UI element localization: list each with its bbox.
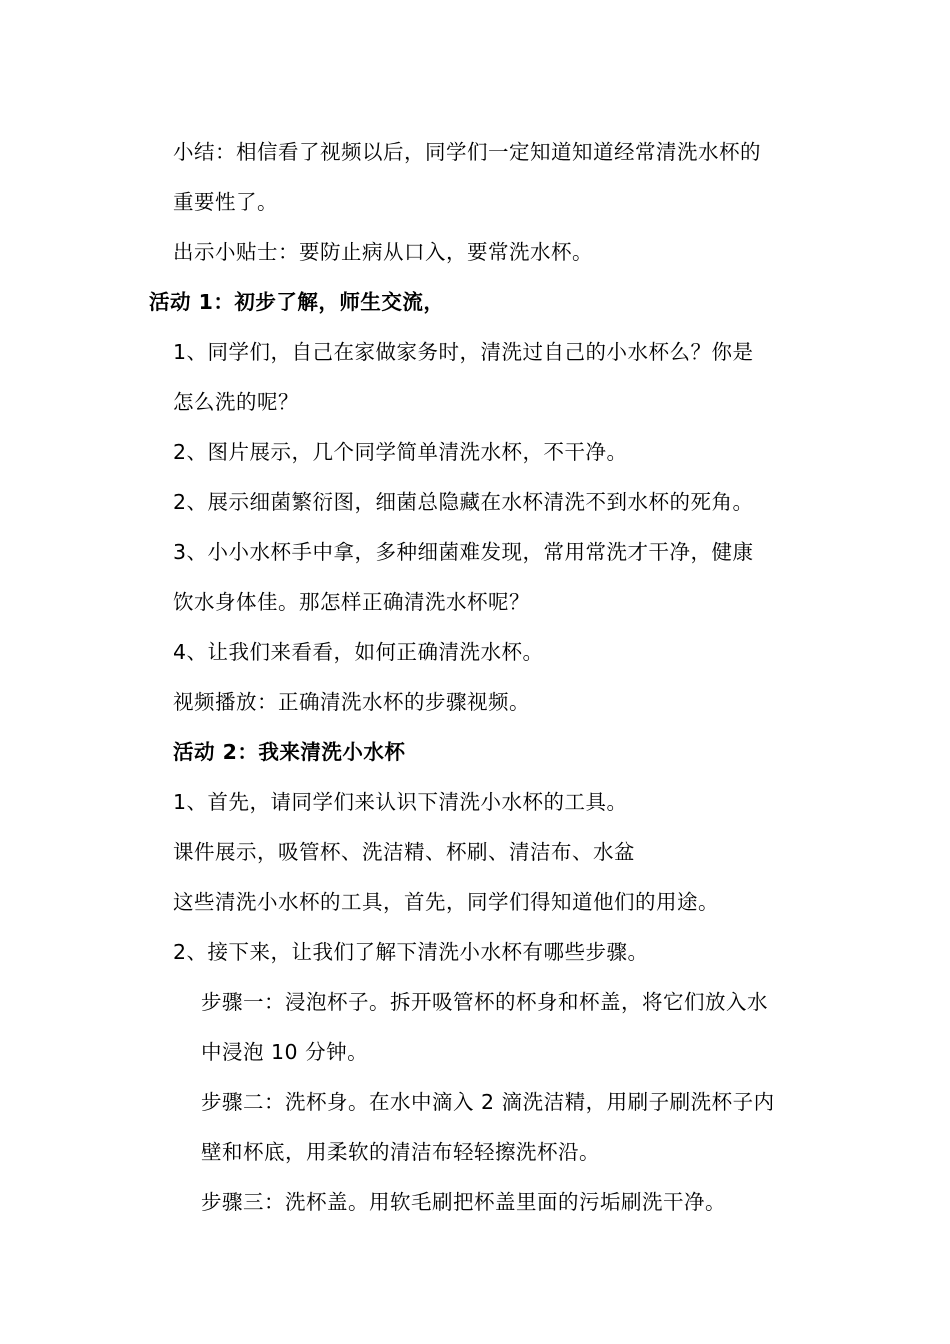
- activity2-tools: 课件展示，吸管杯、洗洁精、杯刷、清洁布、水盆: [173, 840, 635, 864]
- step2-line2: 壁和杯底，用柔软的清洁布轻轻擦洗杯沿。: [201, 1140, 600, 1164]
- summary-line-2: 重要性了。: [173, 190, 278, 214]
- activity1-item1-line2: 怎么洗的呢？: [173, 390, 299, 414]
- activity2-item2: 2、接下来，让我们了解下清洗小水杯有哪些步骤。: [173, 940, 649, 964]
- summary-line-1: 小结：相信看了视频以后，同学们一定知道知道经常清洗水杯的: [173, 140, 761, 164]
- step2-line1: 步骤二：洗杯身。在水中滴入 2 滴洗洁精，用刷子刷洗杯子内: [201, 1090, 775, 1114]
- activity1-item2b: 2、展示细菌繁衍图，细菌总隐藏在水杯清洗不到水杯的死角。: [173, 490, 754, 514]
- activity1-item4: 4、让我们来看看，如何正确清洗水杯。: [173, 640, 544, 664]
- activity1-item3-line1: 3、小小水杯手中拿，多种细菌难发现，常用常洗才干净，健康: [173, 540, 754, 564]
- activity2-purpose: 这些清洗小水杯的工具，首先，同学们得知道他们的用途。: [173, 890, 719, 914]
- activity1-item3-line2: 饮水身体佳。那怎样正确清洗水杯呢？: [173, 590, 530, 614]
- activity1-video: 视频播放：正确清洗水杯的步骤视频。: [173, 690, 530, 714]
- activity1-item2: 2、图片展示，几个同学简单清洗水杯，不干净。: [173, 440, 628, 464]
- activity1-heading: 活动 1：初步了解，师生交流，: [149, 290, 445, 314]
- step3-line: 步骤三：洗杯盖。用软毛刷把杯盖里面的污垢刷洗干净。: [201, 1190, 726, 1214]
- step1-line1: 步骤一：浸泡杯子。拆开吸管杯的杯身和杯盖，将它们放入水: [201, 990, 768, 1014]
- activity2-item1: 1、首先，请同学们来认识下清洗小水杯的工具。: [173, 790, 628, 814]
- tip-line: 出示小贴士：要防止病从口入，要常洗水杯。: [173, 240, 593, 264]
- activity1-item1-line1: 1、同学们，自己在家做家务时，清洗过自己的小水杯么？你是: [173, 340, 754, 364]
- step1-line2: 中浸泡 10 分钟。: [201, 1040, 369, 1064]
- activity2-heading: 活动 2：我来清洗小水杯: [173, 740, 406, 764]
